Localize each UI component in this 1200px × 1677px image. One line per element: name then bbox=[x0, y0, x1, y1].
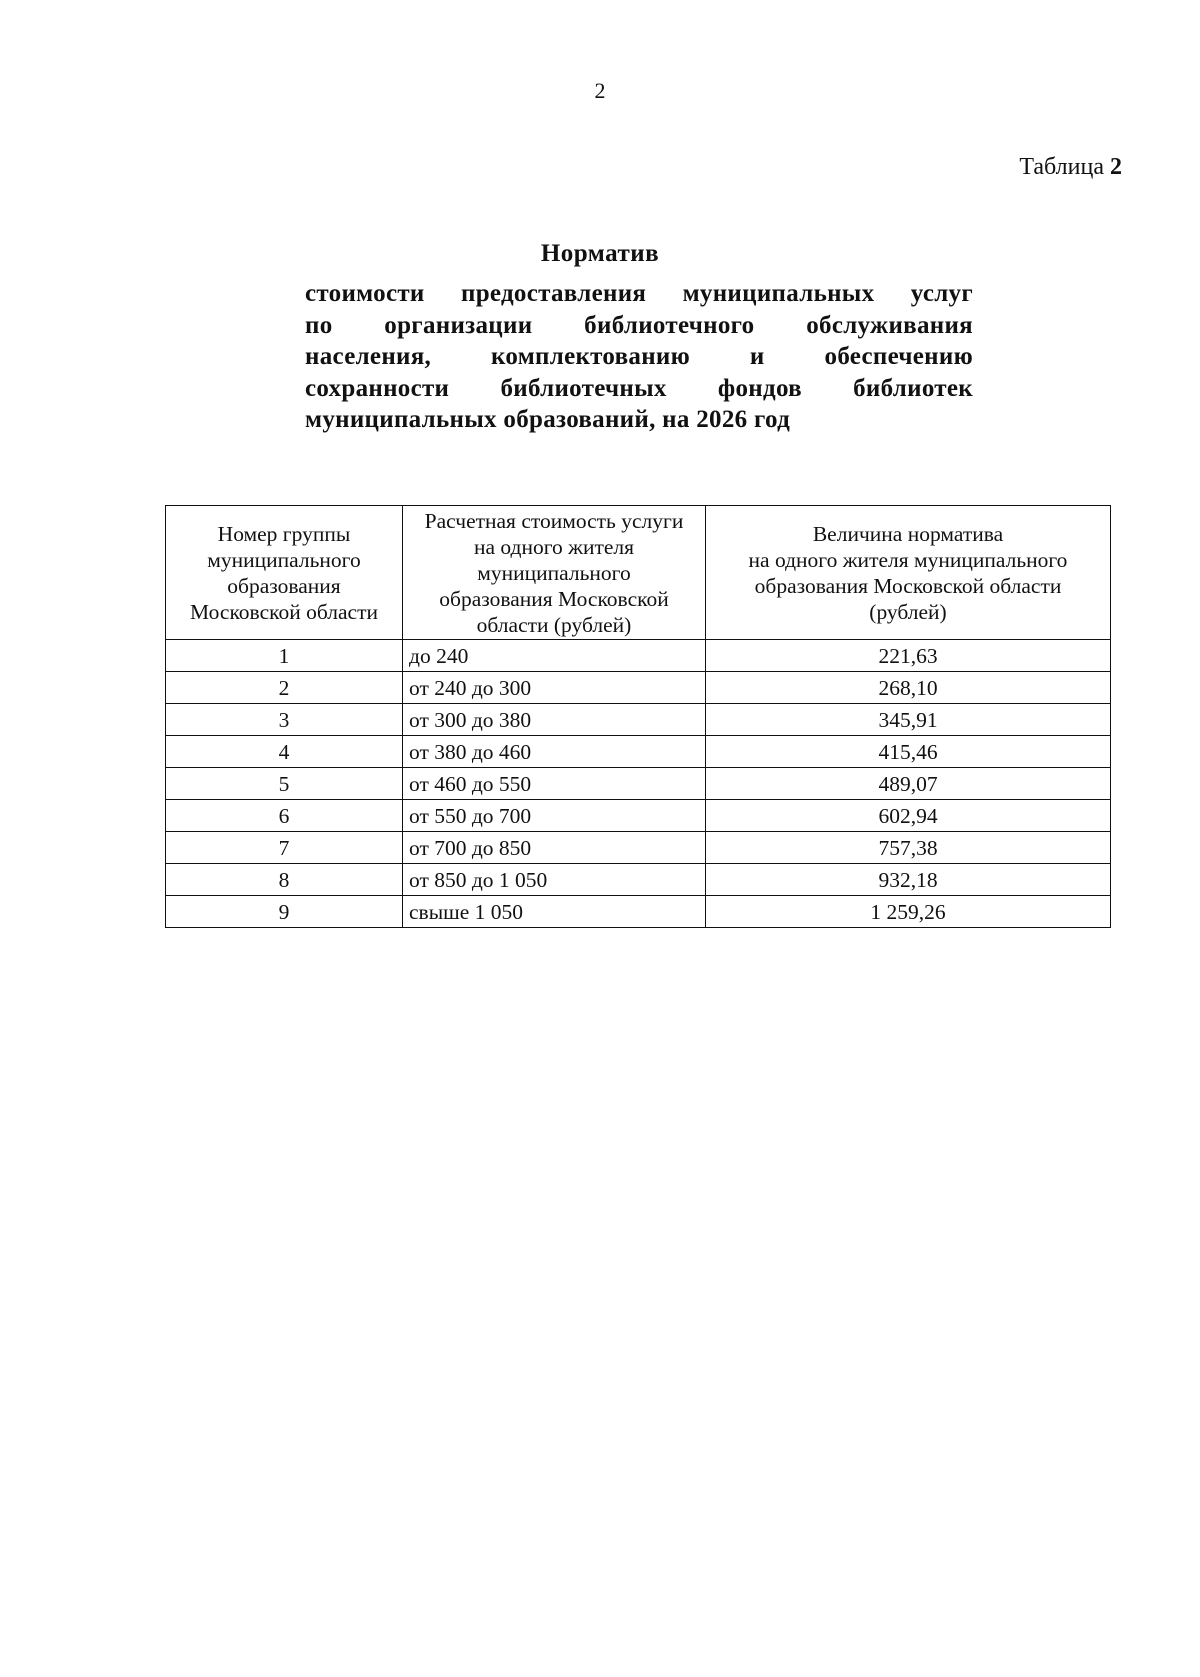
cell-group: 1 bbox=[166, 640, 403, 672]
cell-value: 757,38 bbox=[706, 832, 1111, 864]
cell-group: 6 bbox=[166, 800, 403, 832]
cell-value: 602,94 bbox=[706, 800, 1111, 832]
table-row bbox=[166, 704, 1111, 736]
table-row bbox=[166, 672, 1111, 704]
header-line: Московской области bbox=[190, 599, 378, 624]
document-subtitle bbox=[305, 278, 973, 436]
cell-range: от 850 до 1 050 bbox=[403, 864, 706, 896]
cell-range: от 300 до 380 bbox=[403, 704, 706, 736]
cell-value: 415,46 bbox=[706, 736, 1111, 768]
header-line: Номер группы bbox=[217, 521, 351, 546]
subtitle-line: населения, комплектованию и обеспечению bbox=[305, 343, 973, 370]
table-label bbox=[1019, 154, 1122, 181]
header-line: образования Московской области bbox=[754, 573, 1062, 598]
header-line: муниципального bbox=[207, 547, 361, 572]
header-line: образования bbox=[227, 573, 341, 598]
cell-group: 4 bbox=[166, 736, 403, 768]
norm-table bbox=[165, 505, 1111, 928]
subtitle-line: муниципальных образований, на 2026 год bbox=[305, 406, 791, 433]
cell-range: от 240 до 300 bbox=[403, 672, 706, 704]
cell-group: 7 bbox=[166, 832, 403, 864]
cell-range: свыше 1 050 bbox=[403, 896, 706, 928]
header-line: (рублей) bbox=[869, 599, 947, 624]
table-row bbox=[166, 768, 1111, 800]
cell-value: 1 259,26 bbox=[706, 896, 1111, 928]
header-line: Расчетная стоимость услуги bbox=[424, 508, 684, 533]
table-label-number: 2 bbox=[1110, 154, 1122, 180]
table-row bbox=[166, 736, 1111, 768]
table-row bbox=[166, 864, 1111, 896]
cell-range: от 550 до 700 bbox=[403, 800, 706, 832]
header-group-number bbox=[166, 506, 403, 640]
cell-range: до 240 bbox=[403, 640, 706, 672]
table-row bbox=[166, 896, 1111, 928]
header-line: области (рублей) bbox=[476, 612, 632, 637]
header-calculated-cost bbox=[403, 506, 706, 640]
document-title: Норматив bbox=[540, 240, 660, 267]
subtitle-line: стоимости предоставления муниципальных услуг bbox=[305, 280, 973, 307]
cell-value: 932,18 bbox=[706, 864, 1111, 896]
header-line: на одного жителя муниципального bbox=[748, 547, 1068, 572]
cell-range: от 460 до 550 bbox=[403, 768, 706, 800]
table-header-row bbox=[166, 506, 1111, 640]
subtitle-line: по организации библиотечного обслуживания bbox=[305, 311, 973, 339]
header-line: на одного жителя bbox=[473, 534, 635, 559]
subtitle-line: сохранности библиотечных фондов библиотек bbox=[305, 374, 973, 402]
header-line: образования Московской bbox=[439, 586, 669, 611]
cell-range: от 700 до 850 bbox=[403, 832, 706, 864]
header-line: муниципального bbox=[477, 560, 631, 585]
page-number: 2 bbox=[594, 78, 606, 103]
table-row bbox=[166, 640, 1111, 672]
table-label-prefix: Таблица bbox=[1019, 154, 1104, 180]
cell-value: 221,63 bbox=[706, 640, 1111, 672]
cell-value: 345,91 bbox=[706, 704, 1111, 736]
cell-value: 268,10 bbox=[706, 672, 1111, 704]
cell-group: 8 bbox=[166, 864, 403, 896]
table-row bbox=[166, 832, 1111, 864]
cell-group: 5 bbox=[166, 768, 403, 800]
cell-group: 2 bbox=[166, 672, 403, 704]
cell-group: 3 bbox=[166, 704, 403, 736]
table-row bbox=[166, 800, 1111, 832]
cell-value: 489,07 bbox=[706, 768, 1111, 800]
header-norm-value bbox=[706, 506, 1111, 640]
cell-range: от 380 до 460 bbox=[403, 736, 706, 768]
header-line: Величина норматива bbox=[812, 521, 1004, 546]
cell-group: 9 bbox=[166, 896, 403, 928]
